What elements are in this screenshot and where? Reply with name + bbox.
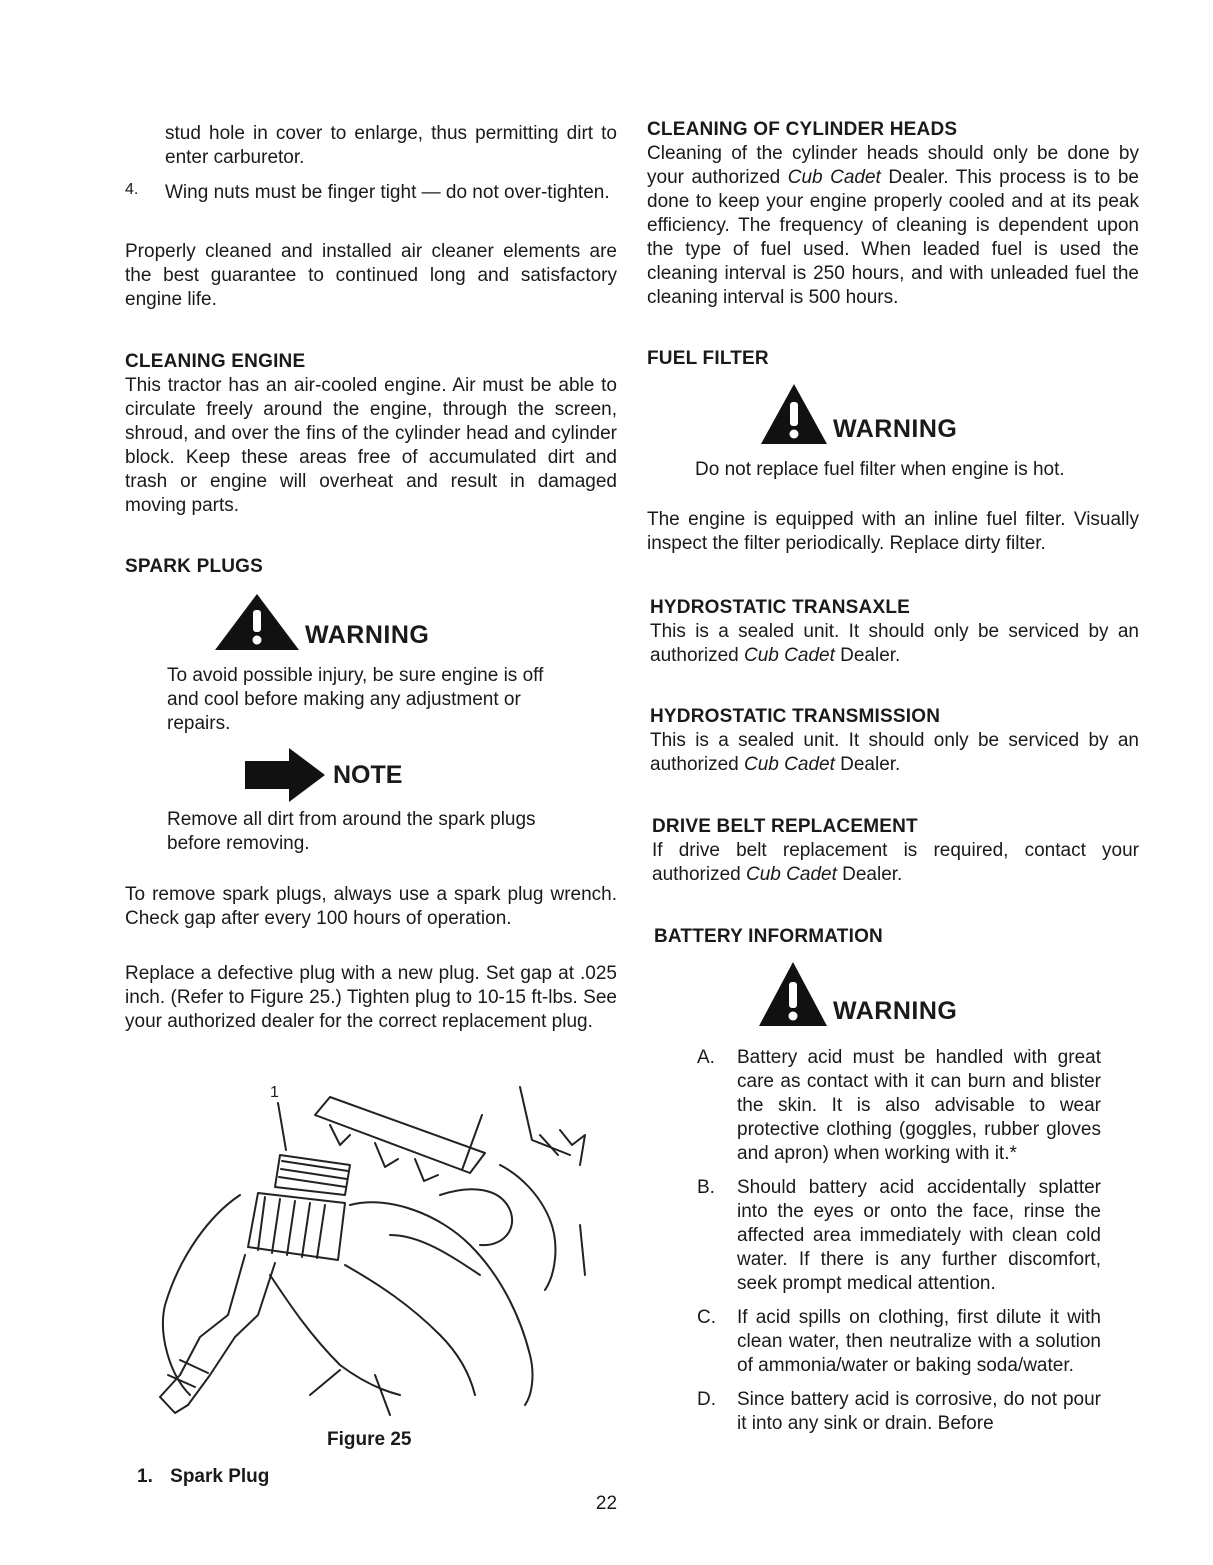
- list-item: D. Since battery acid is corrosive, do not pour it into any sink or drain. Before: [697, 1389, 1101, 1434]
- heading-cleaning-engine: CLEANING ENGINE: [125, 351, 306, 372]
- figure-legend: [137, 1466, 269, 1488]
- spark-plugs-note: [245, 748, 402, 802]
- warning-label: WARNING: [305, 621, 430, 649]
- fuel-filter-body: The engine is equipped with an inline fuel filter. Visually inspect the filter periodically. Replace dirty filter.: [647, 509, 1139, 554]
- list-marker: 4.: [125, 181, 139, 198]
- left-column: [125, 0, 617, 1032]
- heading-fuel-filter: FUEL FILTER: [647, 348, 769, 369]
- battery-warning: [757, 960, 957, 1028]
- heading-hydrostatic-transaxle: HYDROSTATIC TRANSAXLE: [650, 597, 910, 618]
- heading-spark-plugs: SPARK PLUGS: [125, 556, 264, 577]
- warning-label: WARNING: [833, 415, 958, 443]
- note-label: NOTE: [333, 760, 403, 789]
- figure-caption: Figure 25: [327, 1429, 412, 1450]
- list-item: C. If acid spills on clothing, first dilute it with clean water, then neutralize with a solution of ammonia/water or baking soda/water.: [697, 1307, 1101, 1376]
- figure-callout-1: 1: [270, 1084, 279, 1101]
- spark-plugs-body-1: To remove spark plugs, always use a spark plug wrench. Check gap after every 100 hours of operation.: [125, 884, 617, 929]
- battery-safety-list: [697, 1046, 1101, 1436]
- list-item-4: [125, 181, 617, 205]
- spark-plugs-note-text: Remove all dirt from around the spark plugs before removing.: [167, 809, 536, 854]
- warning-triangle-icon: [759, 382, 829, 446]
- warning-triangle-icon: [757, 960, 829, 1028]
- warning-triangle-icon: [213, 592, 301, 652]
- transaxle-body: This is a sealed unit. It should only be serviced by an authorized Cub Cadet Dealer.: [650, 621, 1139, 666]
- spark-plugs-body-2: Replace a defective plug with a new plug. Set gap at .025 inch. (Refer to Figure 25.) Tighten plug to 10-15 ft-lbs. See your authorized dealer for the correct replacement plug.: [125, 963, 617, 1032]
- figure-25-spark-plug-illustration: [140, 1075, 610, 1425]
- drive-belt-body: If drive belt replacement is required, contact your authorized Cub Cadet Dealer.: [652, 840, 1139, 885]
- fuel-filter-warning: [759, 382, 957, 446]
- note-arrow-icon: [245, 748, 327, 802]
- heading-cleaning-cylinder-heads: CLEANING OF CYLINDER HEADS: [647, 119, 958, 140]
- legend-text: Spark Plug: [170, 1466, 270, 1487]
- list-item: A. Battery acid must be handled with great care as contact with it can burn and blister the skin. It is also advisable to wear protective clothing (goggles, rubber gloves and apron) when working with it.*: [697, 1047, 1101, 1164]
- intro-paragraph-continued: stud hole in cover to enlarge, thus permitting dirt to enter carburetor.: [165, 123, 617, 168]
- list-item: B. Should battery acid accidentally splatter into the eyes or onto the face, rinse the affected area immediately with clean cold water. If there is any further discomfort, seek prompt medical attention.: [697, 1177, 1101, 1294]
- fuel-filter-warning-text: Do not replace fuel filter when engine is hot.: [695, 459, 1065, 480]
- spark-plugs-warning: [213, 592, 429, 652]
- warning-label: WARNING: [833, 997, 958, 1025]
- heading-hydrostatic-transmission: HYDROSTATIC TRANSMISSION: [650, 706, 941, 727]
- heading-drive-belt-replacement: DRIVE BELT REPLACEMENT: [652, 816, 918, 837]
- legend-marker: 1.: [137, 1466, 153, 1487]
- transmission-body: This is a sealed unit. It should only be serviced by an authorized Cub Cadet Dealer.: [650, 730, 1139, 775]
- cylinder-heads-body: Cleaning of the cylinder heads should only be done by your authorized Cub Cadet Dealer. This process is to be done to keep your engine properly cooled and at its peak efficiency. The frequency of cleaning is dependent upon the type of fuel used. When leaded fuel is used the cleaning interval is 250 hours, and with unleaded fuel the cleaning interval is 500 hours.: [647, 143, 1139, 308]
- list-item-text: Wing nuts must be finger tight — do not over-tighten.: [165, 182, 610, 203]
- air-cleaner-paragraph: Properly cleaned and installed air cleaner elements are the best guarantee to continued long and satisfactory engine life.: [125, 241, 617, 310]
- page-number: 22: [595, 1493, 618, 1514]
- cleaning-engine-body: This tractor has an air-cooled engine. Air must be able to circulate freely around the engine, through the screen, shroud, and over the fins of the cylinder head and cylinder block. Keep these areas free of accumulated dirt and trash or engine will overheat and result in damaged moving parts.: [125, 375, 617, 516]
- heading-battery-information: BATTERY INFORMATION: [654, 926, 883, 947]
- spark-plugs-warning-text: To avoid possible injury, be sure engine is off and cool before making any adjustment or repairs.: [167, 665, 544, 734]
